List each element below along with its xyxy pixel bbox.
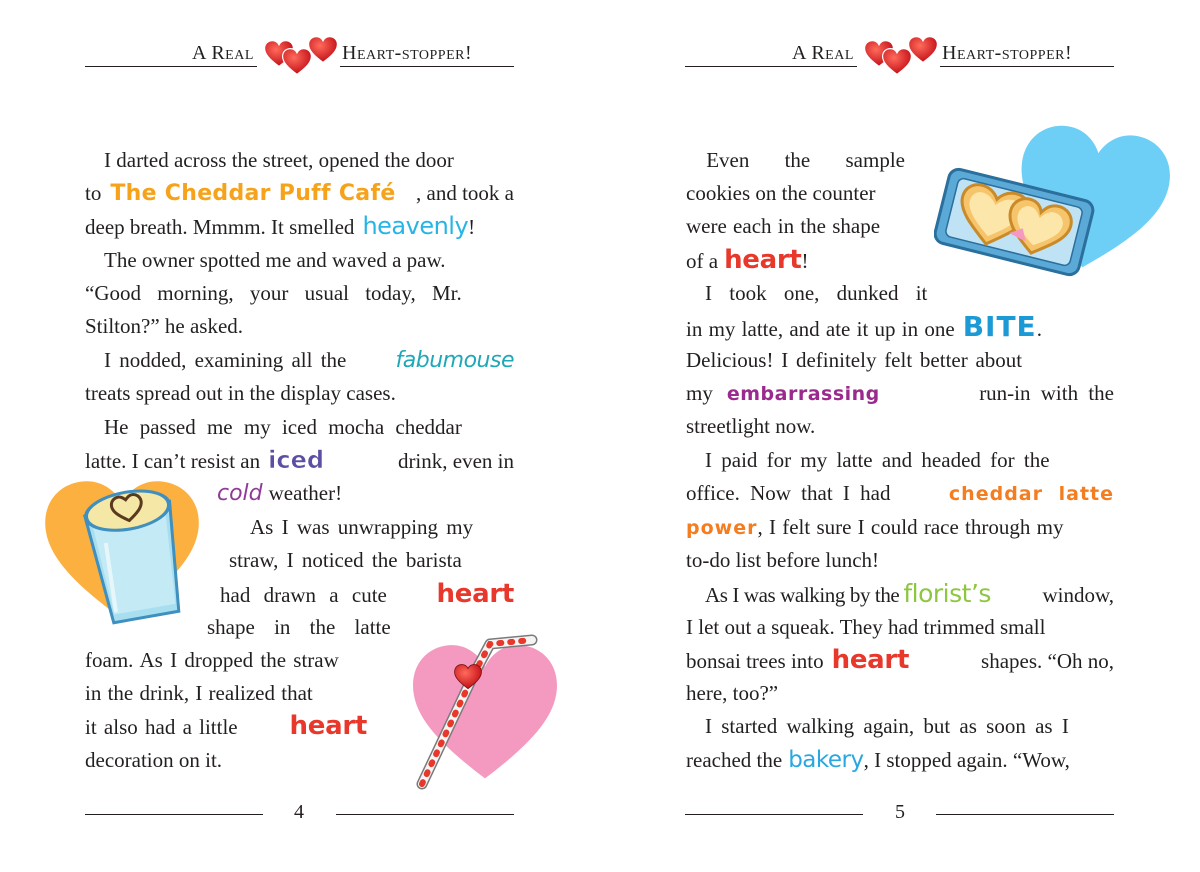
decorated-word: heart — [724, 245, 802, 275]
text-line — [229, 544, 514, 577]
text-line — [686, 611, 1045, 644]
text-run: run-in with the — [979, 381, 1114, 405]
text-line — [85, 310, 243, 343]
text-run: reached the — [686, 748, 783, 772]
text-run: As I was walking by the — [705, 583, 900, 607]
header-rule — [340, 66, 514, 67]
text-run: “Good morning, your usual today, Mr. — [85, 281, 462, 305]
footer-rule — [936, 814, 1114, 815]
text-run: straw, I noticed the barista — [229, 548, 462, 572]
text-run: were each in the shape — [686, 214, 881, 238]
text-line — [85, 677, 313, 710]
text-line — [705, 710, 1069, 743]
text-run: I took one, dunked it — [705, 281, 928, 305]
page-number: 5 — [895, 801, 905, 823]
text-run: Even the sample — [706, 148, 905, 172]
running-header-right — [600, 38, 1200, 68]
decorated-word: heart — [436, 579, 514, 609]
decorated-word: heart — [831, 645, 910, 675]
text-line — [104, 344, 514, 377]
text-line — [104, 411, 514, 444]
hearts-icon — [262, 34, 342, 78]
header-title-part-2: Heart-stopper! — [942, 42, 1073, 64]
text-line — [686, 210, 880, 243]
text-run: had drawn a cute — [220, 583, 387, 607]
text-line — [104, 144, 514, 177]
right-page — [600, 0, 1200, 872]
text-line — [705, 577, 1114, 610]
text-run: treats spread out in the display cases. — [85, 381, 396, 405]
text-run: I let out a squeak. They had trimmed small — [686, 615, 1046, 639]
decorated-word: power — [686, 517, 758, 539]
page-number: 4 — [294, 801, 304, 823]
text-run: to — [85, 181, 102, 205]
text-run: I paid for my latte and headed for the — [705, 448, 1050, 472]
decorated-word: cheddar latte — [948, 483, 1114, 505]
text-run: cookies on the counter — [686, 181, 876, 205]
text-line — [217, 477, 342, 510]
text-run: ! — [468, 215, 476, 239]
text-run: here, too?” — [686, 681, 779, 705]
text-line — [686, 644, 1114, 677]
text-run: The owner spotted me and waved a paw. — [104, 248, 446, 272]
latte-cup-illustration — [40, 478, 202, 630]
text-line — [220, 578, 514, 611]
text-run: my — [686, 381, 713, 405]
text-run: it also had a little — [85, 715, 238, 739]
text-run: bonsai trees into — [686, 649, 824, 673]
text-run: , I stopped again. “Wow, — [863, 748, 1070, 772]
text-run: in my latte, and ate it up in one — [686, 317, 955, 341]
text-line — [686, 177, 876, 210]
text-line — [705, 277, 927, 310]
text-run: I darted across the street, opened the door — [104, 148, 454, 172]
text-run: window, — [1042, 583, 1114, 607]
text-line — [85, 710, 367, 743]
text-run: , I felt sure I could race through my — [757, 515, 1064, 539]
text-line — [85, 377, 396, 410]
header-title-part-2: Heart-stopper! — [342, 42, 473, 64]
footer-rule — [336, 814, 514, 815]
text-run: to-do list before lunch! — [686, 548, 880, 572]
text-line — [686, 377, 1114, 410]
decorated-word: florist’s — [903, 579, 991, 608]
decorated-word: cold — [217, 481, 263, 506]
cookie-tray-illustration — [934, 122, 1170, 280]
text-run: shape in the latte — [207, 615, 391, 639]
text-line — [686, 544, 879, 577]
running-header-left — [0, 38, 600, 68]
header-rule — [85, 66, 257, 67]
text-run: Delicious! I definitely felt better about — [686, 348, 1023, 372]
text-run: office. Now that I had — [686, 481, 891, 505]
decorated-word: BITE — [962, 310, 1037, 343]
header-rule — [685, 66, 857, 67]
text-run: shapes. “Oh no, — [981, 649, 1114, 673]
text-line — [250, 511, 514, 544]
text-run: drink, even in — [397, 449, 514, 473]
text-line — [85, 444, 514, 477]
text-line — [686, 677, 778, 710]
decorated-word: heart — [289, 711, 367, 741]
header-title-part-1: A Real — [792, 42, 854, 64]
decorated-word: bakery — [788, 747, 864, 773]
text-line — [85, 210, 514, 243]
text-run: I nodded, examining all the — [104, 348, 347, 372]
text-line — [207, 611, 401, 644]
text-run: latte. I can’t resist an — [85, 449, 261, 473]
text-run: As I was unwrapping my — [250, 515, 474, 539]
text-run: decoration on it. — [85, 748, 223, 772]
text-line — [686, 410, 815, 443]
decorated-word: fabumouse — [395, 348, 514, 373]
text-run: Stilton?” he asked. — [85, 314, 244, 338]
text-line — [85, 177, 514, 210]
hearts-icon — [862, 34, 942, 78]
header-title-part-1: A Real — [192, 42, 254, 64]
cafe-name-title: The Cheddar Puff Café — [110, 181, 396, 206]
text-line — [104, 244, 514, 277]
text-line — [686, 310, 1114, 343]
text-run: of a — [686, 249, 719, 273]
text-run: ! — [801, 249, 809, 273]
text-line — [686, 511, 1114, 544]
text-run: in the drink, I realized that — [85, 681, 313, 705]
text-line — [705, 444, 1050, 477]
text-line — [686, 477, 1114, 510]
text-run: He passed me my iced mocha cheddar — [104, 415, 462, 439]
decorated-word: heavenly — [362, 212, 469, 240]
text-run: . — [1036, 317, 1042, 341]
text-run: weather! — [268, 481, 343, 505]
header-rule — [940, 66, 1114, 67]
text-run: streetlight now. — [686, 414, 816, 438]
text-line — [85, 644, 339, 677]
text-line — [686, 744, 1114, 777]
decorated-word: embarrassing — [726, 383, 880, 405]
footer-rule — [685, 814, 863, 815]
text-run: deep breath. Mmmm. It smelled — [85, 215, 355, 239]
footer-rule — [85, 814, 263, 815]
straw-illustration — [402, 632, 562, 792]
text-line — [686, 244, 809, 277]
text-run: foam. As I dropped the straw — [85, 648, 339, 672]
text-run: I started walking again, but as soon as I — [705, 714, 1069, 738]
text-line — [85, 744, 222, 777]
text-line — [85, 277, 514, 310]
text-line — [686, 344, 1022, 377]
text-run: , and took a — [416, 181, 514, 205]
text-line — [705, 144, 905, 177]
decorated-word: iced — [268, 446, 325, 474]
